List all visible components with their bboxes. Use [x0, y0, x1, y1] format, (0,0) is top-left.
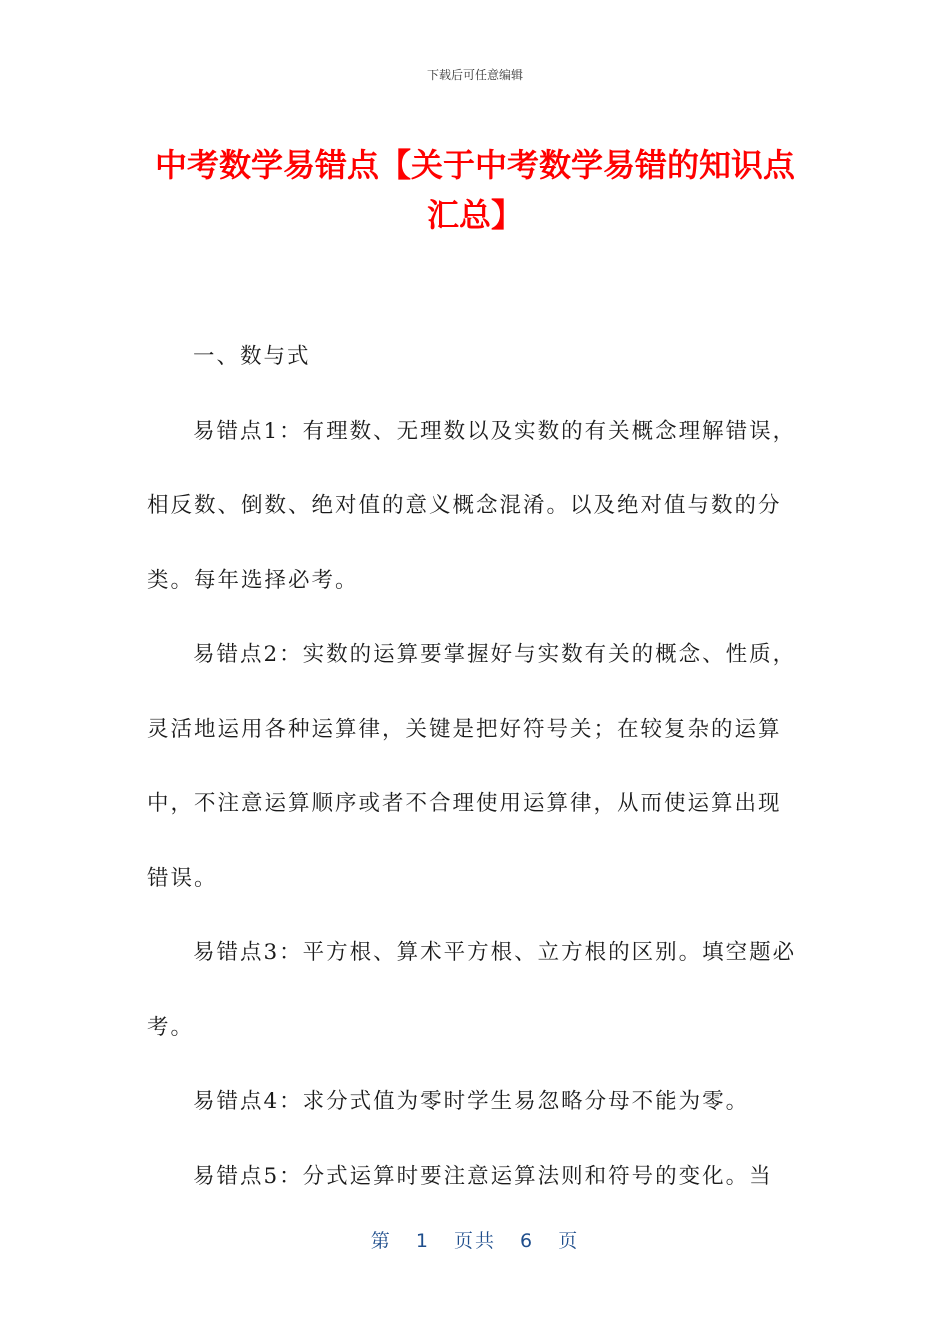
page-middle: 页共: [453, 1230, 496, 1252]
paragraph: 易错点3：平方根、算术平方根、立方根的区别。填空题必考。: [147, 940, 797, 1040]
paragraph: 易错点2：实数的运算要掌握好与实数有关的概念、性质，灵活地运用各种运算律，关键是把好符号关；在较复杂的运算中，不注意运算顺序或者不合理使用运算律，从而使运算出现错误。: [147, 642, 797, 891]
page-suffix: 页: [558, 1230, 580, 1252]
document-body: [147, 320, 802, 1214]
header-note: 下载后可任意编辑: [426, 68, 523, 82]
document-title: 中考数学易错点【关于中考数学易错的知识点汇总】: [154, 146, 795, 234]
paragraph: 易错点1：有理数、无理数以及实数的有关概念理解错误，相反数、倒数、绝对值的意义概念混淆。以及绝对值与数的分类。每年选择必考。: [147, 418, 797, 593]
paragraph: 易错点4：求分式值为零时学生易忽略分母不能为零。: [193, 1089, 750, 1114]
page-footer: [0, 1226, 950, 1253]
section-heading: 一、数与式: [193, 344, 311, 369]
current-page-number: 1: [415, 1230, 430, 1252]
paragraph: 易错点5：分式运算时要注意运算法则和符号的变化。当: [193, 1163, 773, 1189]
total-pages-number: 6: [520, 1230, 535, 1252]
page-prefix: 第: [370, 1230, 392, 1252]
